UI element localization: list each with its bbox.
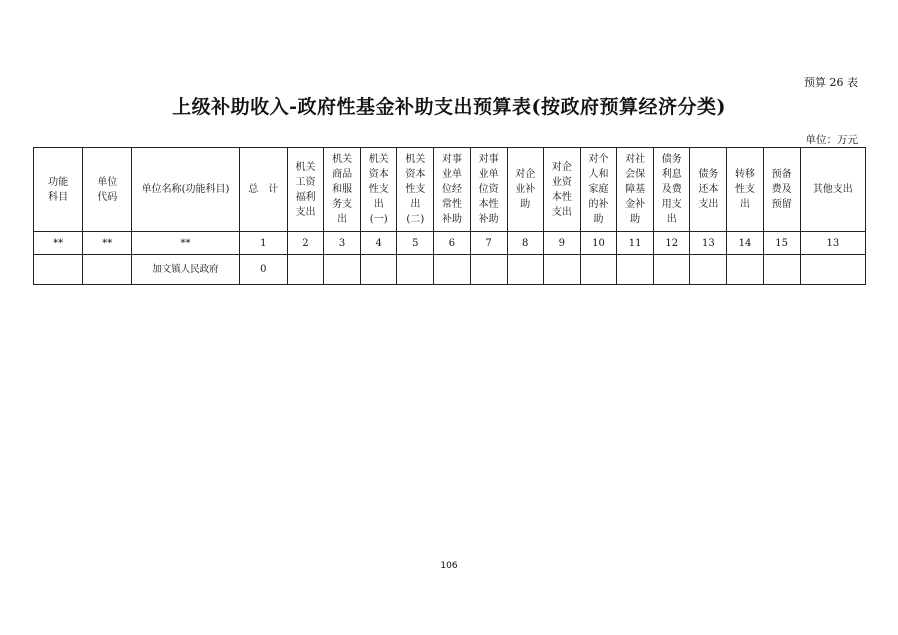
index-row: [34, 232, 866, 255]
col-header: 对事业单位资本性补助: [470, 148, 507, 232]
col-header: 功能科目: [34, 148, 83, 232]
table-cell: [727, 255, 763, 285]
index-cell: 14: [727, 232, 763, 255]
index-cell: 4: [361, 232, 397, 255]
col-header: 对个人和家庭的补助: [580, 148, 616, 232]
col-header: 机关商品和服务支出: [324, 148, 361, 232]
col-header: 对事业单位经常性补助: [434, 148, 470, 232]
col-header: 机关工资福利支出: [287, 148, 323, 232]
table-cell: [690, 255, 727, 285]
table-cell: [287, 255, 323, 285]
col-header: 债务利息及费用支出: [654, 148, 690, 232]
col-header: 对企业补助: [507, 148, 543, 232]
table-cell: [800, 255, 865, 285]
col-header: 对社会保障基金补助: [617, 148, 654, 232]
table-cell: [470, 255, 507, 285]
index-cell: **: [132, 232, 239, 255]
budget-table: [33, 147, 866, 285]
unit-label: 单位：万元: [805, 134, 858, 146]
page-number: 106: [440, 561, 458, 571]
col-header: 机关资本性支出(二): [397, 148, 434, 232]
index-cell: **: [83, 232, 132, 255]
table-cell: [617, 255, 654, 285]
table-cell: [397, 255, 434, 285]
index-cell: 15: [763, 232, 800, 255]
table-cell: [763, 255, 800, 285]
table-row: [34, 255, 866, 285]
index-cell: 12: [654, 232, 690, 255]
col-header: 转移性支出: [727, 148, 763, 232]
col-header: 预备费及预留: [763, 148, 800, 232]
index-cell: 7: [470, 232, 507, 255]
col-header: 总 计: [239, 148, 287, 232]
col-header: 机关资本性支出(一): [361, 148, 397, 232]
table-cell: [543, 255, 580, 285]
index-cell: 13: [800, 232, 865, 255]
index-cell: 3: [324, 232, 361, 255]
index-cell: 11: [617, 232, 654, 255]
total-cell: 0: [239, 255, 287, 285]
index-cell: 9: [543, 232, 580, 255]
col-header: 债务还本支出: [690, 148, 727, 232]
index-cell: 1: [239, 232, 287, 255]
index-cell: 2: [287, 232, 323, 255]
document-title: 上级补助收入-政府性基金补助支出预算表(按政府预算经济分类): [172, 96, 726, 118]
table-cell: [507, 255, 543, 285]
table-cell: [580, 255, 616, 285]
table-cell: [34, 255, 83, 285]
index-cell: 6: [434, 232, 470, 255]
table-number: 预算 26 表: [804, 76, 858, 89]
col-header: 单位名称(功能科目): [132, 148, 239, 232]
index-cell: **: [34, 232, 83, 255]
index-cell: 13: [690, 232, 727, 255]
table-cell: [361, 255, 397, 285]
col-header: 其他支出: [800, 148, 865, 232]
index-cell: 10: [580, 232, 616, 255]
table-cell: [324, 255, 361, 285]
table-cell: [654, 255, 690, 285]
col-header: 对企业资本性支出: [543, 148, 580, 232]
index-cell: 5: [397, 232, 434, 255]
header-row: [34, 148, 866, 232]
unit-name-cell: 加文镇人民政府: [132, 255, 239, 285]
table-cell: [434, 255, 470, 285]
index-cell: 8: [507, 232, 543, 255]
col-header: 单位代码: [83, 148, 132, 232]
table-cell: [83, 255, 132, 285]
